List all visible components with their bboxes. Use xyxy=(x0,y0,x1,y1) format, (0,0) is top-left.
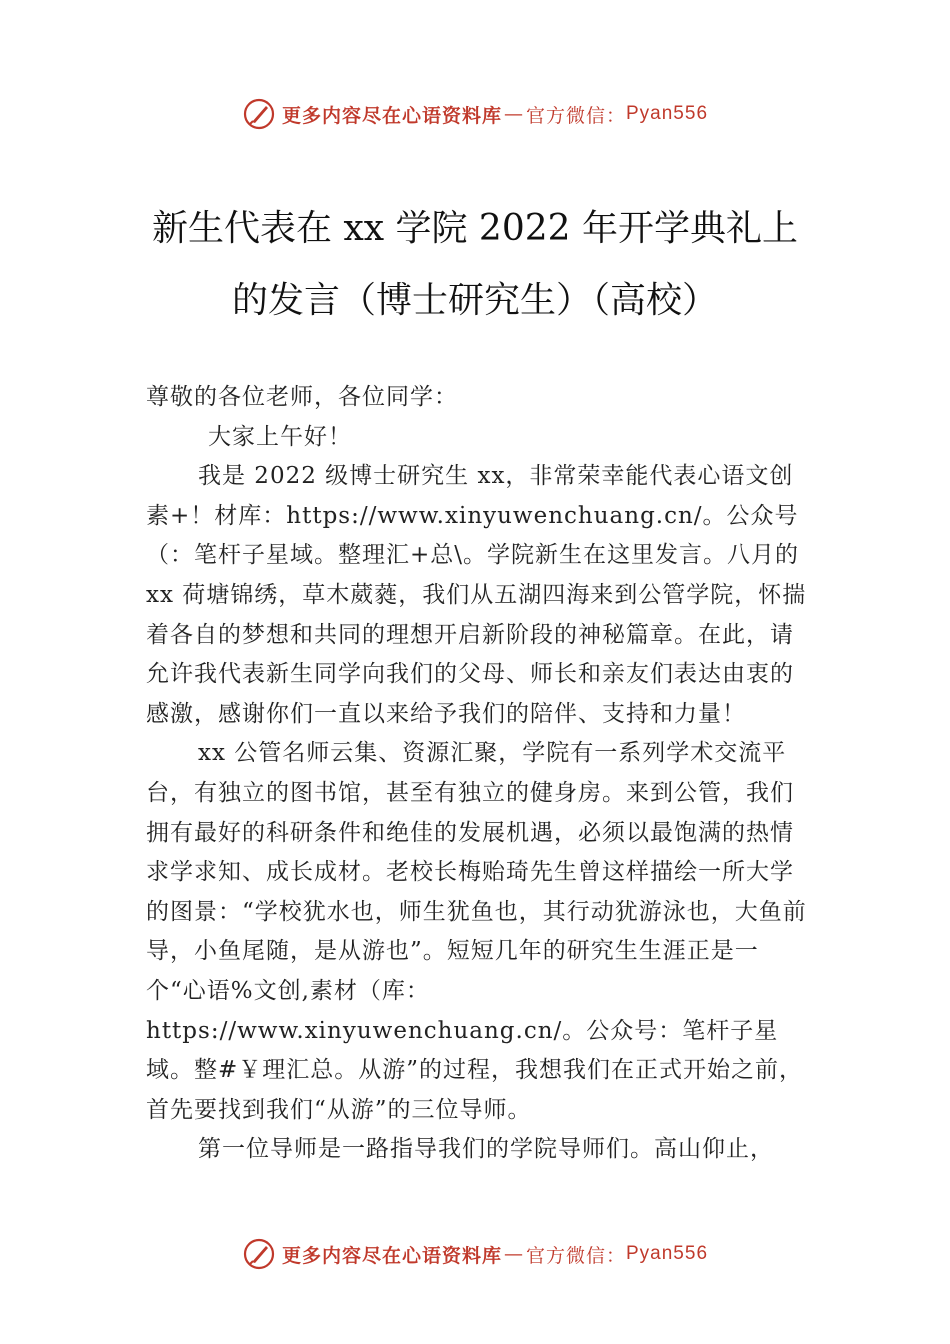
brand-text: 更多内容尽在心语资料库 xyxy=(281,1244,502,1267)
footer-watermark xyxy=(0,1234,950,1274)
document-title-line-1: 新生代表在 xx 学院 2022 年开学典礼上 xyxy=(152,208,798,249)
separator-dash: — xyxy=(503,1243,524,1265)
header-watermark xyxy=(0,94,950,134)
wechat-label: 官方微信： xyxy=(525,104,626,127)
wechat-id: Pyan556 xyxy=(626,103,709,124)
paragraph-1: 我是 2022 级博士研究生 xx，非常荣幸能代表心语文创素+！材库：https://www.xinyuwenchuang.cn/。公众号（：笔杆子星域。整理汇+总\。学院新生在这里发言。八月的 xx 荷塘锦绣，草木葳蕤，我们从五湖四海来到公管学院，怀揣着各自的梦想和共同的理想开启新阶段的神秘篇章。在此，请允许我代表新生同学向我们的父母、师长和亲友们表达由衷的感激，感谢你们一直以来给予我们的陪伴、支持和力量！ xyxy=(146,463,807,727)
separator-dash: — xyxy=(503,103,524,125)
brand-text: 更多内容尽在心语资料库 xyxy=(281,104,502,127)
document-title-line-2: 的发言（博士研究生）（高校） xyxy=(231,280,718,321)
quill-logo-icon xyxy=(242,1237,276,1271)
paragraph-2: xx 公管名师云集、资源汇聚，学院有一系列学术交流平台，有独立的图书馆，甚至有独立的健身房。来到公管，我们拥有最好的科研条件和绝佳的发展机遇，必须以最饱满的热情求学求知、成长成材。老校长梅贻琦先生曾这样描绘一所大学的图景：“学校犹水也，师生犹鱼也，其行动犹游泳也，大鱼前导，小鱼尾随，是从游也”。短短几年的研究生生涯正是一个“心语%文创,素材（库：https://www.xinyuwenchuang.cn/。公众号：笔杆子星域。整#￥理汇总。从游”的过程，我想我们在正式开始之前，首先要找到我们“从游”的三位导师。 xyxy=(146,740,807,1123)
wechat-id: Pyan556 xyxy=(626,1243,709,1264)
wechat-label: 官方微信： xyxy=(525,1244,626,1267)
quill-logo-icon xyxy=(242,97,276,131)
salutation: 尊敬的各位老师，各位同学： xyxy=(146,384,458,410)
paragraph-3: 第一位导师是一路指导我们的学院导师们。高山仰止， xyxy=(198,1136,774,1163)
speech-body xyxy=(146,378,814,1170)
greeting: 大家上午好！ xyxy=(208,423,352,450)
